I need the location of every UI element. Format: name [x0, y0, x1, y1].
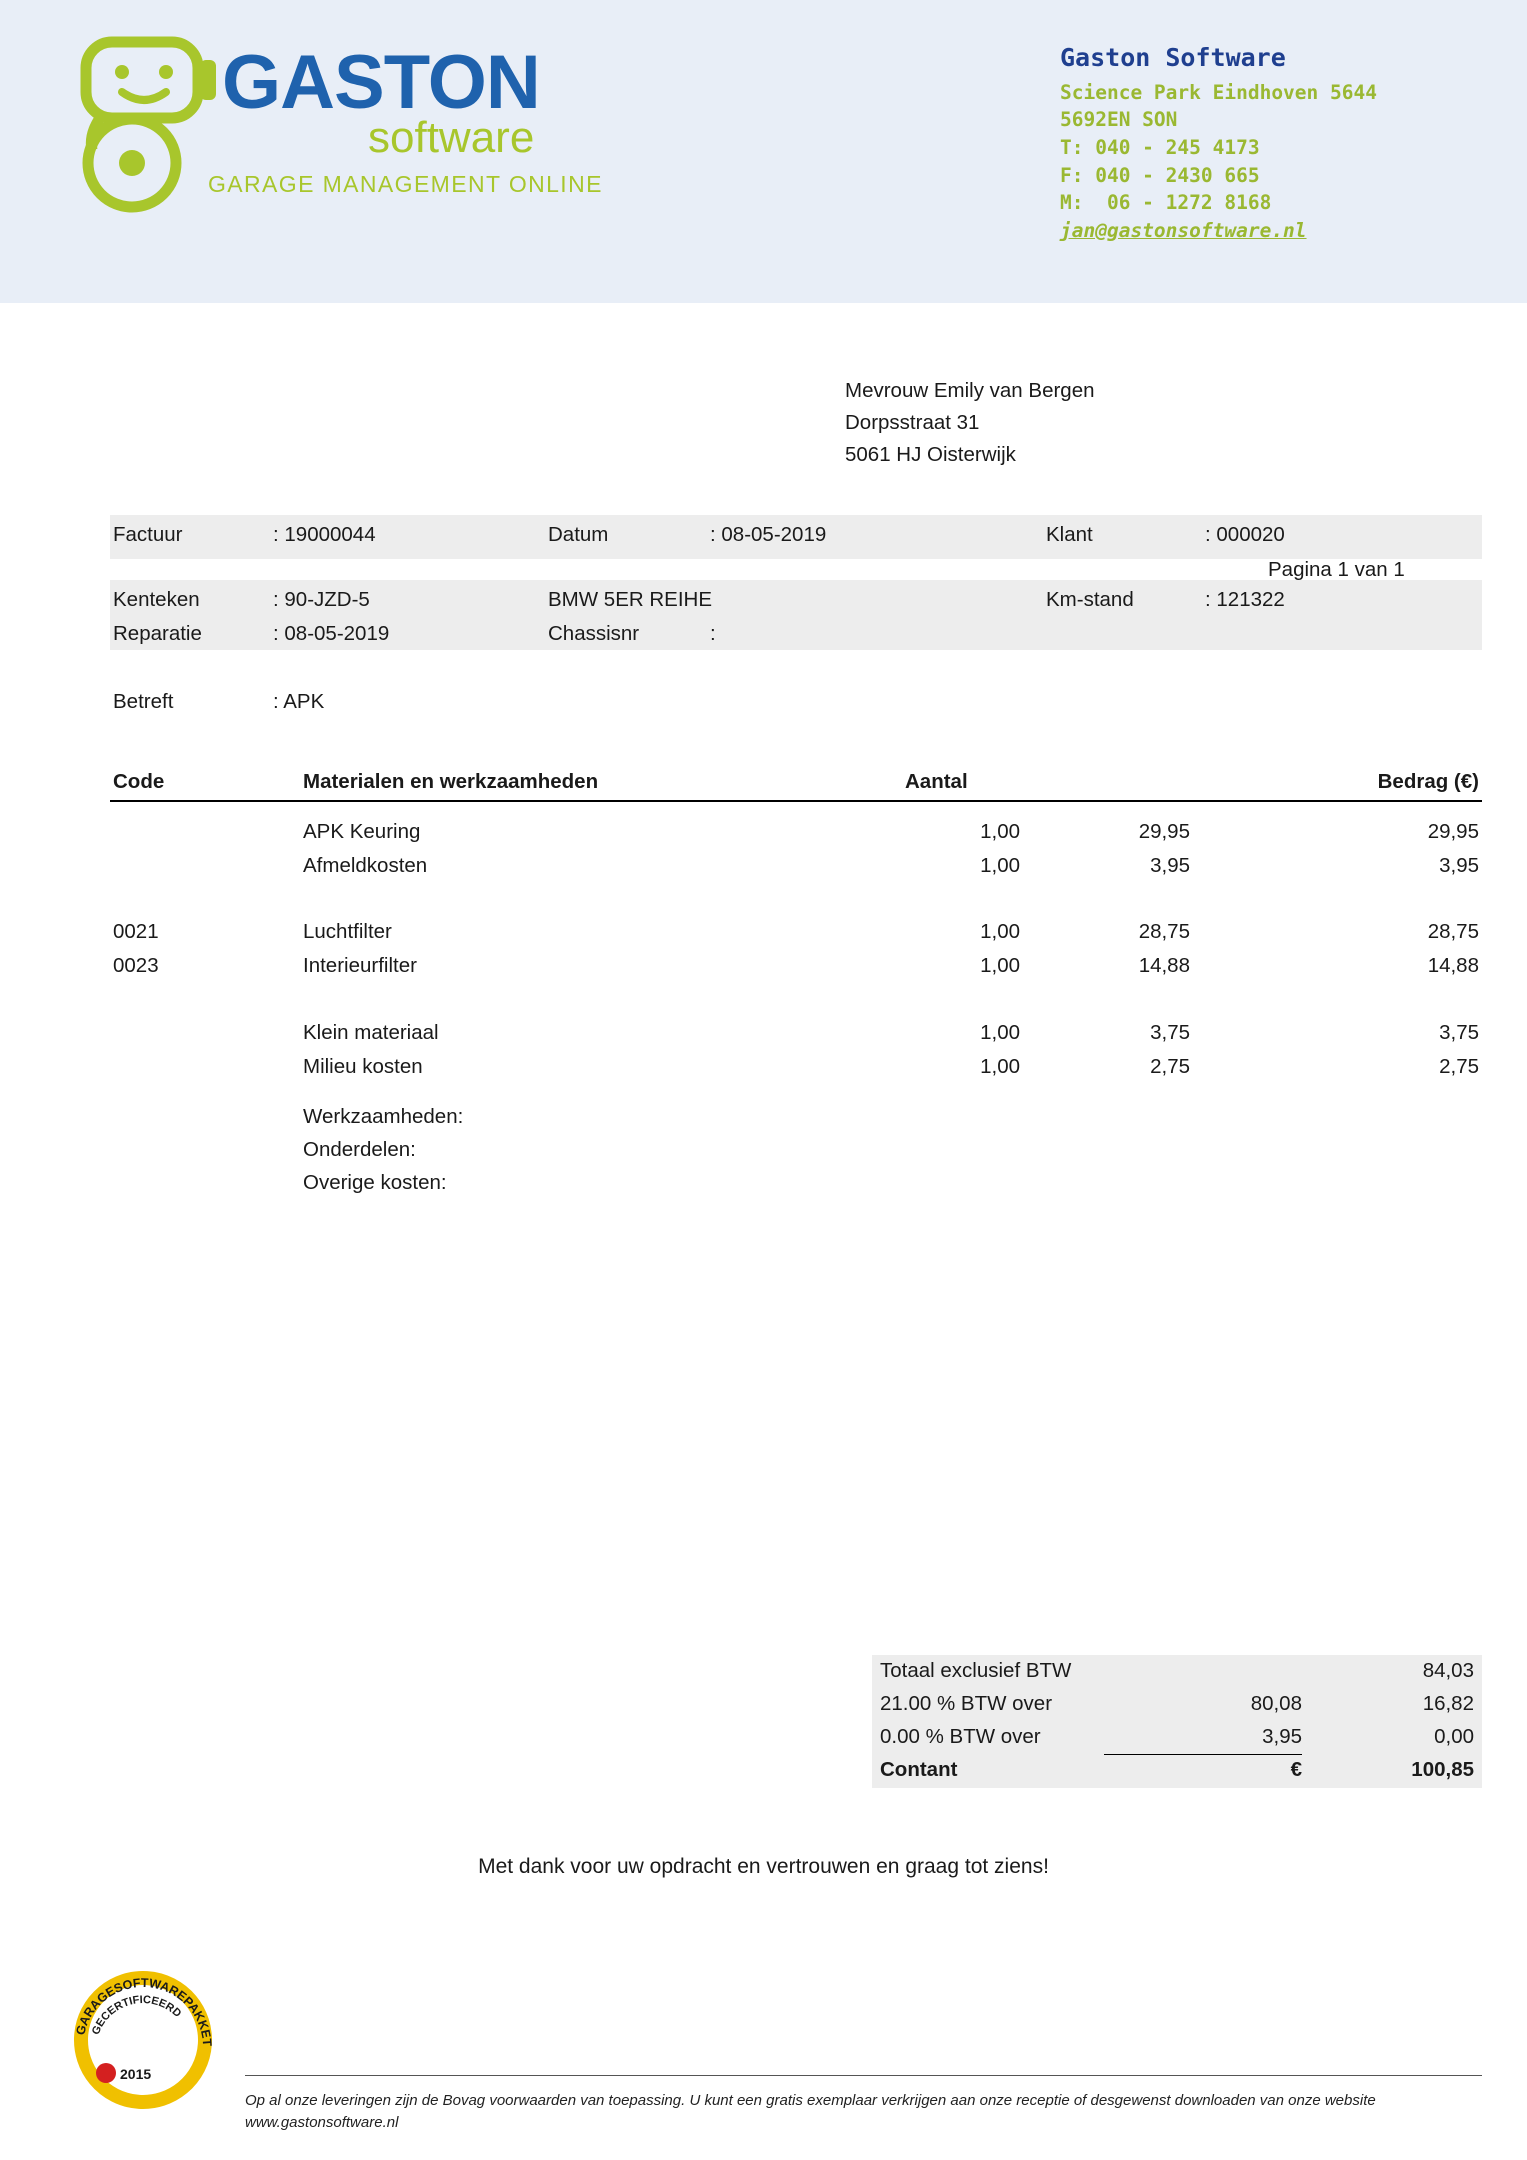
total-value-btw-0: 0,00 [1434, 1725, 1474, 1748]
item-unit-price: 3,95 [1150, 854, 1190, 877]
final-total-currency: € [1290, 1758, 1302, 1781]
klant-value: : 000020 [1205, 523, 1285, 546]
company-mobile: M: 06 - 1272 8168 [1060, 191, 1272, 215]
col-header-amount: Bedrag (€) [1377, 770, 1479, 793]
total-row-excl-btw [872, 1655, 1482, 1688]
item-amount: 29,95 [1427, 820, 1479, 843]
kenteken-value: : 90-JZD-5 [273, 588, 370, 611]
chassis-value: : [710, 622, 716, 645]
total-label-btw-21: 21.00 % BTW over [880, 1692, 1053, 1715]
addressee-name: Mevrouw Emily van Bergen [845, 379, 1095, 402]
total-base-btw-0: 3,95 [1262, 1725, 1302, 1748]
reparatie-label: Reparatie [113, 622, 202, 645]
factuur-value: : 19000044 [273, 523, 376, 546]
note-onderdelen: Onderdelen: [303, 1138, 416, 1162]
company-address-line-2: 5692EN SON [1060, 108, 1178, 132]
svg-text:GARAGESOFTWAREPAKKET: GARAGESOFTWAREPAKKET [73, 1975, 215, 2047]
item-unit-price: 2,75 [1150, 1055, 1190, 1078]
items-header-rule [110, 800, 1482, 802]
table-row [110, 854, 1482, 888]
total-label-btw-0: 0.00 % BTW over [880, 1725, 1041, 1748]
item-unit-price: 14,88 [1138, 954, 1190, 977]
datum-value: : 08-05-2019 [710, 523, 827, 546]
table-row [110, 920, 1482, 954]
final-total-label: Contant [880, 1758, 958, 1781]
km-label: Km-stand [1046, 588, 1134, 611]
company-fax: F: 040 - 2430 665 [1060, 163, 1260, 187]
footer-terms-text: Op al onze leveringen zijn de Bovag voorwaarden van toepassing. U kunt een gratis exemplaar verkrijgen aan onze receptie of desgewenst downloaden van onze website www.gastonsoftware.nl [245, 2092, 1376, 2131]
datum-label: Datum [548, 523, 609, 546]
page-indicator: Pagina 1 van 1 [1268, 558, 1405, 581]
footer-divider [245, 2075, 1482, 2076]
notes-block [303, 1100, 463, 1200]
table-row [110, 1021, 1482, 1055]
item-description: Afmeldkosten [303, 854, 428, 877]
col-header-description: Materialen en werkzaamheden [303, 770, 599, 793]
total-base-btw-21: 80,08 [1250, 1692, 1302, 1715]
final-total-value: 100,85 [1411, 1758, 1474, 1781]
item-description: Interieurfilter [303, 954, 417, 977]
note-overige-kosten: Overige kosten: [303, 1171, 447, 1195]
total-row-final [872, 1754, 1482, 1788]
total-value-excl-btw: 84,03 [1422, 1659, 1474, 1682]
item-description: Luchtfilter [303, 920, 392, 943]
company-phone: T: 040 - 245 4173 [1060, 135, 1260, 159]
note-werkzaamheden: Werkzaamheden: [303, 1105, 464, 1128]
betreft-value: : APK [273, 690, 325, 713]
chassis-label: Chassisnr [548, 622, 640, 645]
gaston-logo [70, 30, 630, 220]
company-email-link[interactable]: jan@gastonsoftware.nl [1060, 218, 1307, 242]
item-code: 0023 [113, 954, 159, 977]
svg-text:GECERTIFICEERD: GECERTIFICEERD [89, 1993, 184, 2037]
item-unit-price: 3,75 [1150, 1021, 1190, 1044]
betreft-label: Betreft [113, 690, 174, 713]
item-description: Milieu kosten [303, 1055, 423, 1078]
item-amount: 28,75 [1427, 920, 1479, 943]
svg-text:2015: 2015 [120, 2066, 152, 2082]
kenteken-label: Kenteken [113, 588, 200, 611]
item-unit-price: 29,95 [1138, 820, 1190, 843]
reparatie-value: : 08-05-2019 [273, 622, 390, 645]
factuur-label: Factuur [113, 523, 183, 546]
item-description: APK Keuring [303, 820, 421, 843]
company-name: Gaston Software [1060, 43, 1286, 72]
total-row-btw-0 [872, 1721, 1482, 1754]
item-description: Klein materiaal [303, 1021, 439, 1044]
total-row-btw-21 [872, 1688, 1482, 1721]
svg-text:GASTON: GASTON [222, 40, 540, 125]
item-qty: 1,00 [980, 954, 1020, 977]
item-code: 0021 [113, 920, 159, 943]
addressee-block [845, 375, 1095, 470]
item-unit-price: 28,75 [1138, 920, 1190, 943]
svg-text:software: software [368, 113, 535, 162]
item-amount: 3,75 [1439, 1021, 1479, 1044]
thank-you-message: Met dank voor uw opdracht en vertrouwen en graag tot ziens! [478, 1855, 1049, 1878]
km-value: : 121322 [1205, 588, 1285, 611]
item-amount: 2,75 [1439, 1055, 1479, 1078]
item-qty: 1,00 [980, 1055, 1020, 1078]
company-address-line-1: Science Park Eindhoven 5644 [1060, 80, 1377, 104]
svg-text:GARAGE MANAGEMENT ONLINE: GARAGE MANAGEMENT ONLINE [208, 171, 603, 197]
item-amount: 3,95 [1439, 854, 1479, 877]
addressee-street: Dorpsstraat 31 [845, 410, 980, 434]
addressee-city: 5061 HJ Oisterwijk [845, 442, 1016, 466]
table-row [110, 954, 1482, 988]
table-row [110, 820, 1482, 854]
total-label-excl-btw: Totaal exclusief BTW [880, 1659, 1072, 1682]
company-contact-block [1060, 40, 1377, 245]
item-qty: 1,00 [980, 920, 1020, 943]
klant-label: Klant [1046, 523, 1093, 546]
certification-seal-icon [58, 1955, 228, 2125]
col-header-qty: Aantal [905, 770, 968, 793]
table-row [110, 1055, 1482, 1089]
item-qty: 1,00 [980, 820, 1020, 843]
total-value-btw-21: 16,82 [1422, 1692, 1474, 1715]
vehicle-model: BMW 5ER REIHE [548, 588, 713, 611]
item-qty: 1,00 [980, 854, 1020, 877]
item-qty: 1,00 [980, 1021, 1020, 1044]
item-amount: 14,88 [1427, 954, 1479, 977]
btw-mid-rule [1104, 1754, 1302, 1755]
totals-block [872, 1655, 1482, 1788]
col-header-code: Code [113, 770, 165, 793]
